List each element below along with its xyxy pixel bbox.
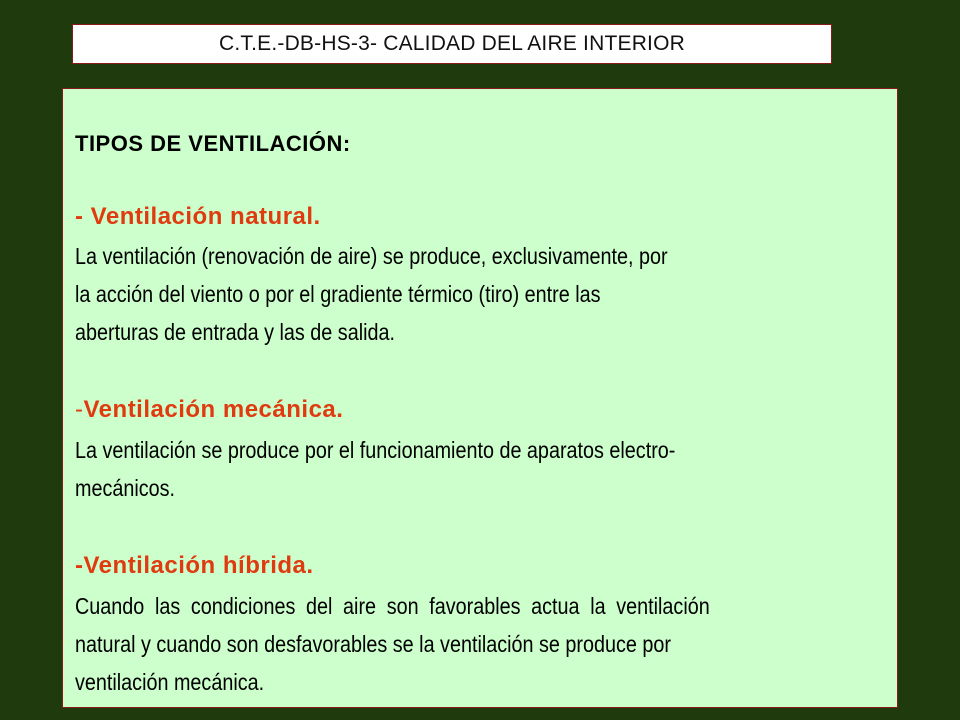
text-line: aberturas de entrada y las de salida. xyxy=(75,319,395,345)
title-dash: - xyxy=(75,203,91,230)
section-heading: TIPOS DE VENTILACIÓN: xyxy=(75,131,351,156)
title-text: Ventilación natural. xyxy=(90,203,321,230)
mechanical-ventilation-title xyxy=(75,396,343,424)
text-line: mecánicos. xyxy=(75,475,176,501)
text-line: ventilación mecánica. xyxy=(75,669,265,695)
content-panel xyxy=(62,88,898,708)
title-dash: - xyxy=(75,396,84,423)
text-line: Cuando las condiciones del aire son favorables actua la ventilación xyxy=(75,593,710,619)
hybrid-ventilation-text xyxy=(75,587,773,701)
natural-ventilation-title xyxy=(75,203,321,231)
mechanical-ventilation-text xyxy=(75,431,773,507)
slide-title: C.T.E.-DB-HS-3- CALIDAD DEL AIRE INTERIOR xyxy=(219,32,685,55)
text-line: natural y cuando son desfavorables se la ventilación se produce por xyxy=(75,631,671,657)
slide-title-box xyxy=(72,24,832,64)
title-text: Ventilación mecánica. xyxy=(83,396,344,423)
text-line: La ventilación se produce por el funcionamiento de aparatos electro- xyxy=(75,437,676,463)
natural-ventilation-text xyxy=(75,237,773,351)
text-line: La ventilación (renovación de aire) se produce, exclusivamente, por xyxy=(75,243,668,269)
title-dash: - xyxy=(75,552,84,579)
text-line: la acción del viento o por el gradiente térmico (tiro) entre las xyxy=(75,281,601,307)
hybrid-ventilation-title xyxy=(75,552,314,580)
title-text: Ventilación híbrida. xyxy=(83,552,314,579)
